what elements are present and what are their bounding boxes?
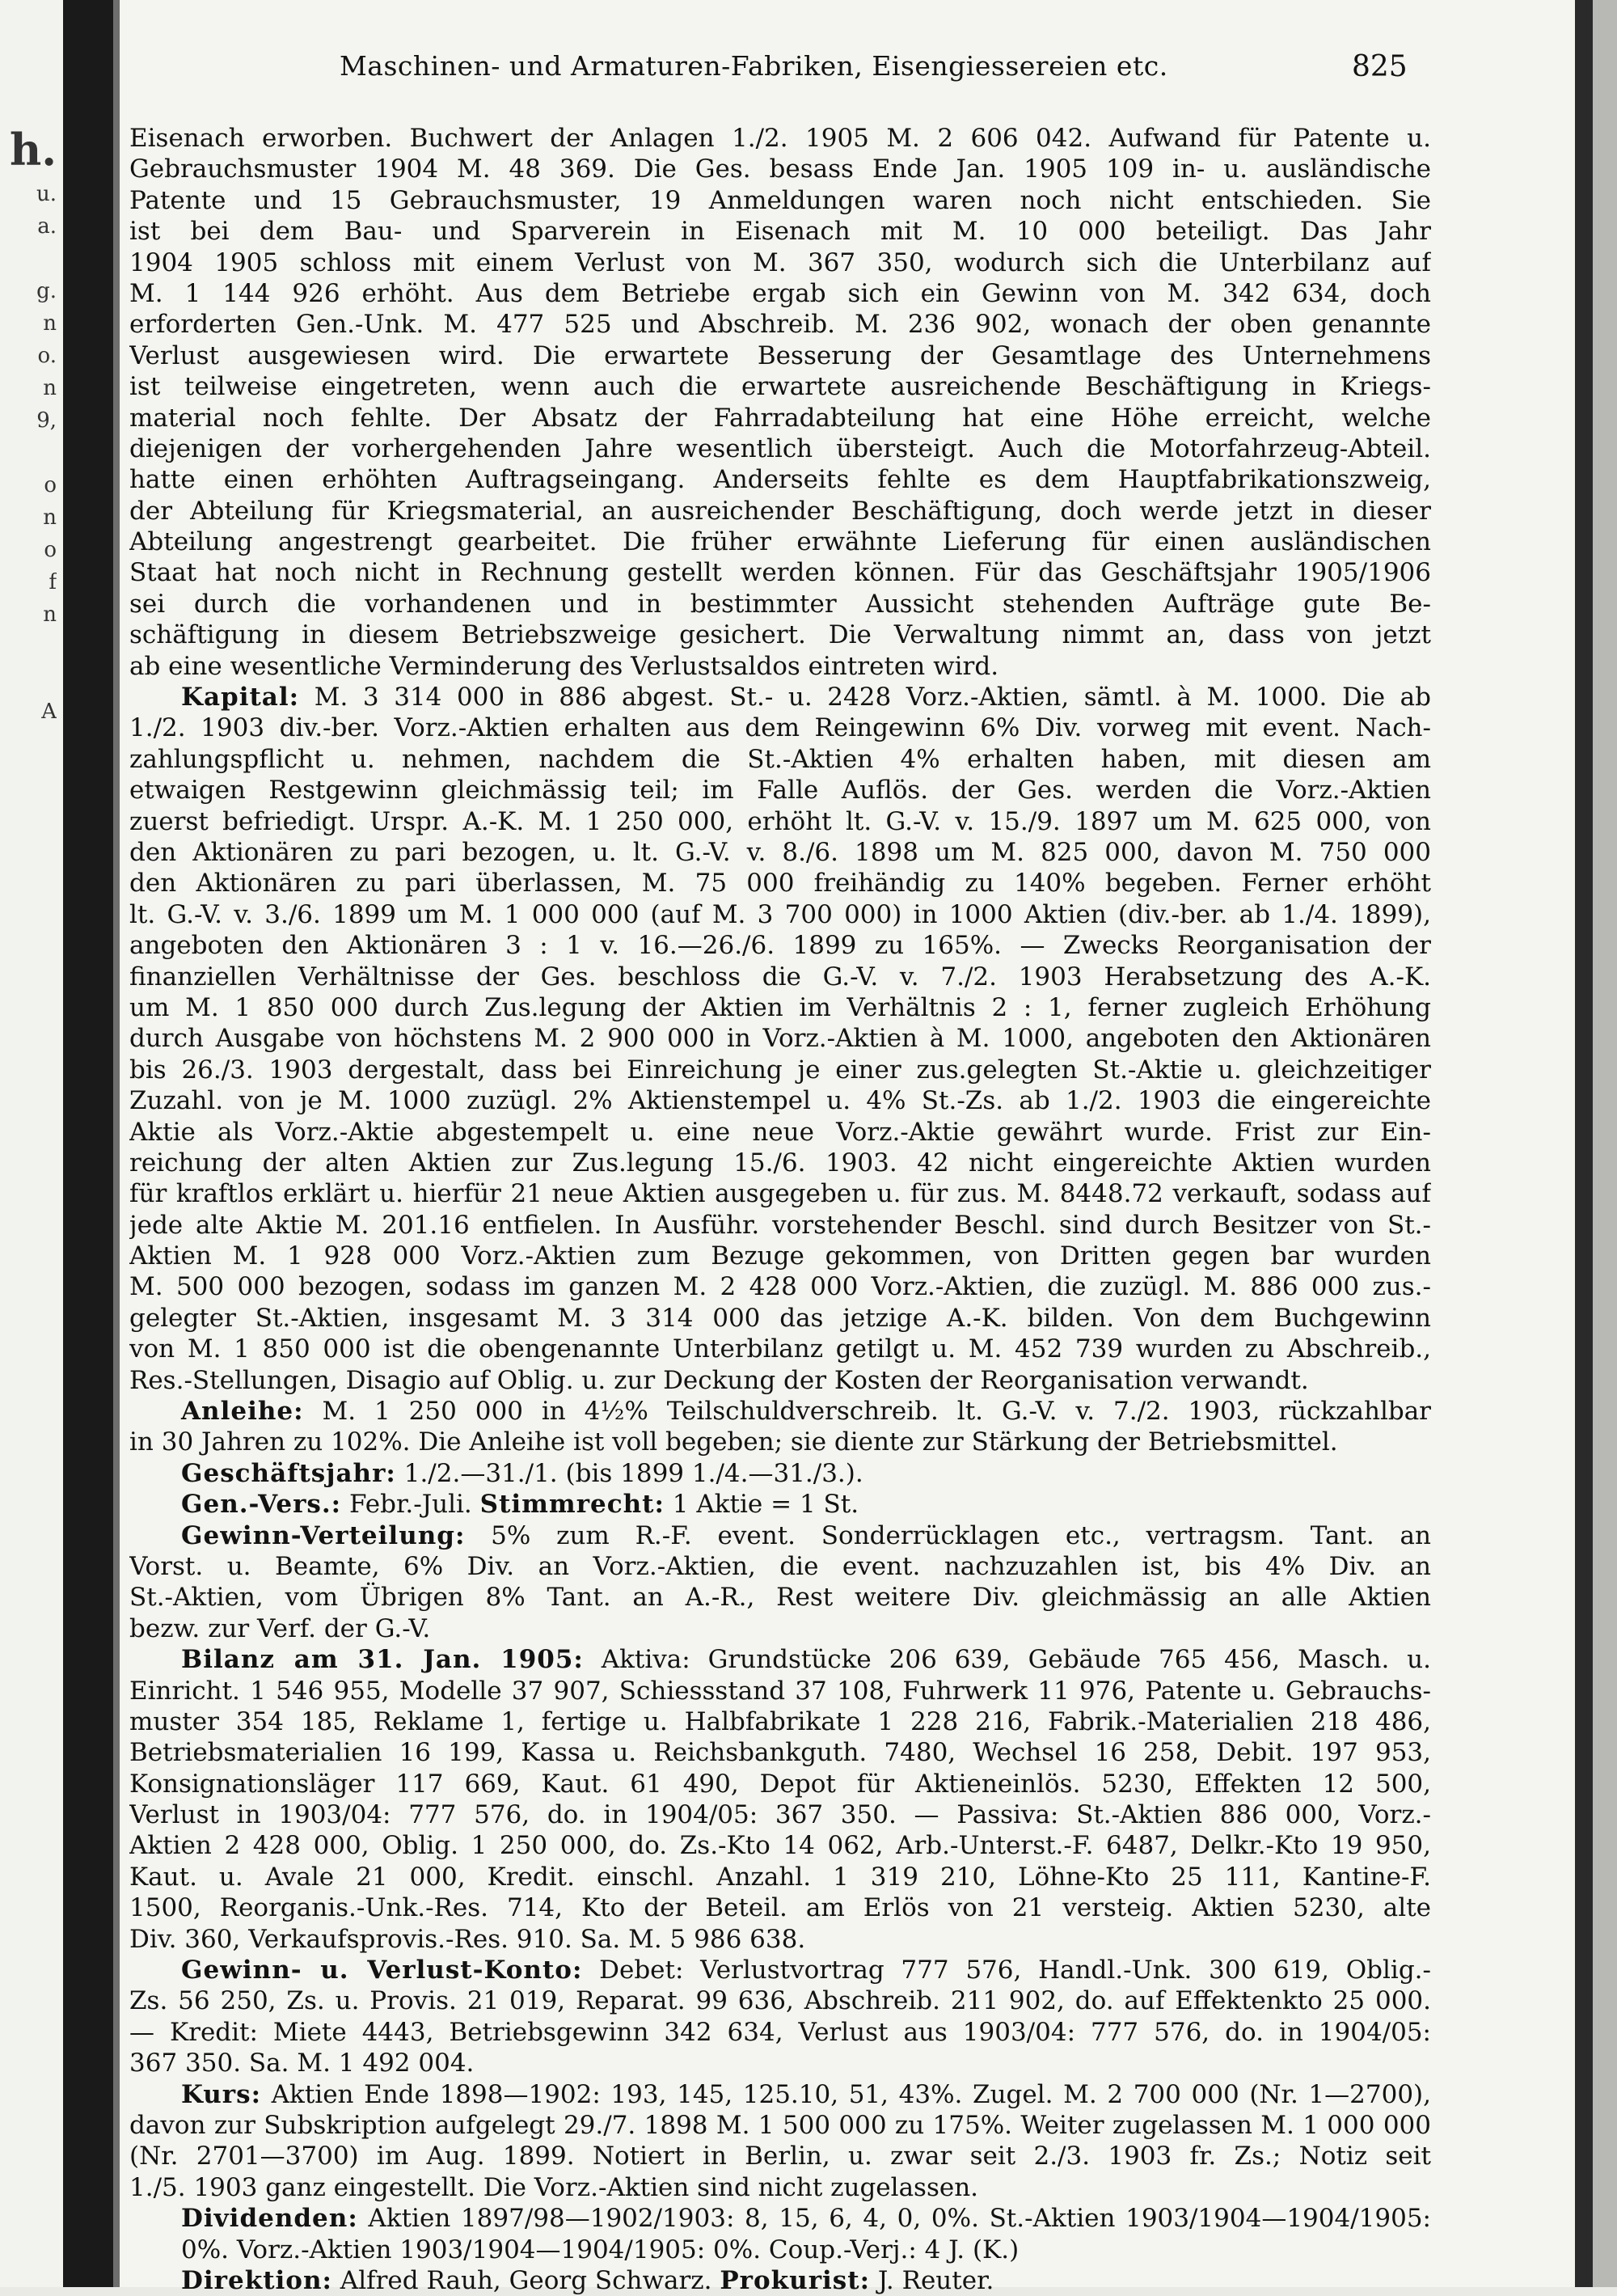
text-line [129,1892,1431,1923]
line-text: gelegter St.-Aktien, insgesamt M. 3 314 000 das jetzige A.-K. bilden. Von dem Buchgewinn [129,1303,1431,1333]
line-text: Gebrauchsmuster 1904 M. 48 369. Die Ges. besass Ende Jan. 1905 109 in- u. ausländische [129,154,1431,184]
text-line [129,1210,1431,1241]
text-line [129,2235,1431,2265]
text-line [129,1303,1431,1334]
line-text: 1./2. 1903 div.-ber. Vorz.-Aktien erhalten aus dem Reingewinn 6% Div. vorweg mit event. Nach- [129,713,1431,743]
line-text: jede alte Aktie M. 201.16 entfielen. In Ausführ. vorstehender Beschl. sind durch Besitzer von St.- [129,1210,1431,1240]
line-text: 1904 1905 schloss mit einem Verlust von M. 367 350, wodurch sich die Unterbilanz auf [129,247,1431,277]
line-text: davon zur Subskription aufgelegt 29./7. 1898 M. 1 500 000 zu 175%. Weiter zugelassen M. 1 000 000 [129,2111,1431,2140]
text-line [129,1676,1431,1706]
text-line [129,899,1431,930]
text-line [129,1706,1431,1737]
line-text: angeboten den Aktionären 3 : 1 v. 16.—26./6. 1899 zu 165%. — Zwecks Reorganisation der [129,931,1431,961]
line-text: Aktiva: Grundstücke 206 639, Gebäude 765 456, Masch. u. [583,1645,1431,1675]
line-text: material noch fehlte. Der Absatz der Fahrradabteilung hat eine Höhe erreicht, welche [129,403,1431,433]
margin-fragment [0,243,57,275]
line-text: 5% zum R.-F. event. Sonderrücklagen etc., vertragsm. Tant. an [465,1520,1431,1550]
line-text: Aktien M. 1 928 000 Vorz.-Aktien zum Bezuge gekommen, von Dritten gegen bar wurden [129,1241,1431,1271]
previous-page-margin [0,0,63,2287]
line-text: lt. G.-V. v. 3./6. 1899 um M. 1 000 000 (auf M. 3 700 000) in 1000 Aktien (div.-ber. ab 1./4. 1899), [129,899,1431,929]
text-line [129,403,1431,433]
margin-fragment: a. [37,214,57,239]
line-text: sei durch die vorhandenen und in bestimmter Aussicht stehenden Aufträge gute Be- [129,589,1431,619]
line-text: um M. 1 850 000 durch Zus.legung der Aktien im Verhältnis 2 : 1, ferner zugleich Erhöhung [129,992,1431,1022]
text-line [129,619,1431,650]
line-text: etwaigen Restgewinn gleichmässig teil; im Falle Auflös. der Ges. werden die Vorz.-Aktien [129,776,1431,806]
margin-fragment: u. [36,182,57,206]
text-line [129,712,1431,743]
line-text: diejenigen der vorhergehenden Jahre wesentlich übersteigt. Auch die Motorfahrzeug-Abteil. [129,433,1431,463]
line-text: Aktien Ende 1898—1902: 193, 145, 125.10, 51, 43%. Zugel. M. 2 700 000 (Nr. 1—2700), [261,2079,1431,2109]
page-edge-dark [1575,0,1593,2287]
text-line [129,1924,1431,1955]
text-line [129,154,1431,184]
line-text: erforderten Gen.-Unk. M. 477 525 und Abschreib. M. 236 902, wonach der oben genannte [129,310,1431,340]
line-text: von M. 1 850 000 ist die obengenannte Unterbilanz getilgt u. M. 452 739 wurden zu Abschreib., [129,1334,1431,1364]
line-text: 1./2.—31./1. (bis 1899 1./4.—31./3.). [395,1458,863,1488]
line-text: für kraftlos erklärt u. hierfür 21 neue Aktien ausgegeben u. für zus. M. 8448.72 verkauft, sodass auf [129,1179,1431,1209]
line-text: ist teilweise eingetreten, wenn auch die erwartete ausreichende Beschäftigung in Kriegs- [129,372,1431,402]
margin-fragment [0,631,57,663]
spine-edge [113,0,120,2287]
text-line [129,340,1431,371]
line-text: reichung der alten Aktien zur Zus.legung 15./6. 1903. 42 nicht eingereichte Aktien wurden [129,1148,1431,1178]
line-text: Aktie als Vorz.-Aktie abgestempelt u. eine neue Vorz.-Aktie gewährt wurde. Frist zur Ein- [129,1117,1431,1147]
margin-fragment: n [43,603,57,627]
line-text: ab eine wesentliche Verminderung des Verlustsaldos eintreten wird. [129,651,999,681]
margin-fragment: h. [9,124,57,175]
text-line [129,589,1431,619]
text-line [129,371,1431,402]
line-text: Debet: Verlustvortrag 777 576, Handl.-Unk. 300 619, Oblig.- [582,1956,1431,1985]
line-text: 1./5. 1903 ganz eingestellt. Die Vorz.-Aktien sind nicht zugelassen. [129,2172,979,2202]
text-line [129,1396,1431,1427]
text-line [129,1023,1431,1054]
text-line [129,278,1431,309]
line-text: der Abteilung für Kriegsmaterial, an ausreichender Beschäftigung, doch werde jetzt in dieser [129,496,1431,526]
text-line [129,930,1431,961]
text-line [129,496,1431,526]
line-text: bezw. zur Verf. der G.-V. [129,1613,431,1643]
line-text: muster 354 185, Reklame 1, fertige u. Halbfabrikate 1 228 216, Fabrik.-Materialien 218 486, [129,1706,1431,1736]
line-text: Kaut. u. Avale 21 000, Kredit. einschl. Anzahl. 1 319 210, Löhne-Kto 25 111, Kantine-F. [129,1862,1431,1892]
line-text: 367 350. Sa. M. 1 492 004. [129,2049,475,2078]
text-line [129,1582,1431,1613]
line-text: Patente und 15 Gebrauchsmuster, 19 Anmeldungen waren noch nicht entschieden. Sie [129,185,1431,215]
line-text: in 30 Jahren zu 102%. Die Anleihe ist voll begeben; sie diente zur Stärkung der Betriebsmittel. [129,1427,1338,1457]
section-label: Gen.-Vers.: [181,1490,342,1520]
line-text: Verlust in 1903/04: 777 576, do. in 1904/05: 367 350. — Passiva: St.-Aktien 886 000, Vorz.- [129,1800,1431,1830]
line-text: — Kredit: Miete 4443, Betriebsgewinn 342 634, Verlust aus 1903/04: 777 576, do. in 1904/05: [129,2017,1431,2047]
line-text: Alfred Rauh, Georg Schwarz. [331,2265,720,2295]
line-text: Einricht. 1 546 955, Modelle 37 907, Schiessstand 37 108, Fuhrwerk 11 976, Patente u. Gebrauchs- [129,1676,1431,1706]
line-text: (Nr. 2701—3700) im Aug. 1899. Notiert in Berlin, u. zwar seit 2./3. 1903 fr. Zs.; Notiz seit [129,2142,1431,2171]
text-line [129,1769,1431,1799]
line-text: Res.-Stellungen, Disagio auf Oblig. u. zur Deckung der Kosten der Reorganisation verwandt. [129,1365,1309,1395]
text-line [129,557,1431,588]
line-text: durch Ausgabe von höchstens M. 2 900 000 in Vorz.-Aktien à M. 1000, angeboten den Aktionären [129,1024,1431,1054]
text-line [129,1613,1431,1644]
text-line [129,1799,1431,1830]
line-text: 0%. Vorz.-Aktien 1903/1904—1904/1905: 0%. Coup.-Verj.: 4 J. (K.) [181,2235,1020,2264]
line-text: M. 1 250 000 in 4½% Teilschuldverschreib. lt. G.-V. v. 7./2. 1903, rückzahlbar [303,1397,1431,1427]
section-label: Prokurist: [720,2265,871,2295]
line-text: Aktien 2 428 000, Oblig. 1 250 000, do. Zs.-Kto 14 062, Arb.-Unterst.-F. 6487, Delkr.-Kto 19 950, [129,1831,1431,1861]
margin-fragment: n [43,376,57,400]
text-line [129,775,1431,806]
line-text: Verlust ausgewiesen wird. Die erwartete Besserung der Gesamtlage des Unternehmens [129,340,1431,370]
text-line [129,651,1431,682]
text-line [129,309,1431,340]
running-header: Maschinen- und Armaturen-Fabriken, Eisengiessereien etc. [340,50,1168,82]
margin-fragment [0,760,57,793]
text-line [129,1489,1431,1520]
line-text: 1 Aktie = 1 St. [664,1490,859,1520]
text-line [129,1148,1431,1178]
text-line [129,1737,1431,1768]
text-line [129,433,1431,464]
margin-fragment [0,663,57,696]
line-text: Betriebsmaterialien 16 199, Kassa u. Reichsbankguth. 7480, Wechsel 16 258, Debit. 197 953, [129,1738,1431,1768]
line-text: hatte einen erhöhten Auftragseingang. Anderseits fehlte es dem Hauptfabrikationszweig, [129,465,1431,495]
line-text: St.-Aktien, vom Übrigen 8% Tant. an A.-R., Rest weitere Div. gleichmässig an alle Aktien [129,1583,1431,1613]
text-line [129,806,1431,837]
text-line [129,1458,1431,1489]
text-line [129,1117,1431,1148]
text-line [129,837,1431,868]
text-line [129,1365,1431,1396]
text-line [129,2048,1431,2078]
text-line [129,464,1431,495]
section-label: Bilanz am 31. Jan. 1905: [181,1645,584,1675]
text-line [129,2017,1431,2048]
text-line [129,682,1431,712]
margin-fragment: n [43,505,57,530]
margin-fragment: g. [36,279,57,303]
text-line [129,1427,1431,1457]
line-text: den Aktionären zu pari überlassen, M. 75 000 freihändig zu 140% begeben. Ferner erhöht [129,869,1431,899]
line-text: M. 1 144 926 erhöht. Aus dem Betriebe ergab sich ein Gewinn von M. 342 634, doch [129,278,1431,308]
text-line [129,2141,1431,2171]
book-spine [63,0,113,2287]
line-text: Abteilung angestrengt gearbeitet. Die früher erwähnte Lieferung für einen ausländischen [129,527,1431,557]
text-line [129,1551,1431,1582]
line-text: M. 3 314 000 in 886 abgest. St.- u. 2428 Vorz.-Aktien, sämtl. à M. 1000. Die ab [299,683,1431,712]
line-text: Div. 360, Verkaufsprovis.-Res. 910. Sa. M. 5 986 638. [129,1924,806,1954]
line-text: M. 500 000 bezogen, sodass im ganzen M. 2 428 000 Vorz.-Aktien, die zuzügl. M. 886 000 zus.- [129,1272,1431,1302]
line-text: zahlungspflicht u. nehmen, nachdem die St.-Aktien 4% erhalten haben, mit diesen am [129,744,1431,774]
page-edge-light [1593,0,1617,2287]
text-line [129,962,1431,992]
section-label: Anleihe: [181,1397,304,1427]
line-text: 1500, Reorganis.-Unk.-Res. 714, Kto der Beteil. am Erlös von 21 versteig. Aktien 5230, alte [129,1893,1431,1923]
line-text: Konsignationsläger 117 669, Kaut. 61 490, Depot für Aktieneinlös. 5230, Effekten 12 500, [129,1769,1431,1799]
text-line [129,2265,1431,2296]
text-line [129,2172,1431,2203]
margin-fragment: f [49,570,57,594]
section-label: Kapital: [181,683,300,712]
text-line [129,1830,1431,1861]
line-text: Aktien 1897/98—1902/1903: 8, 15, 6, 4, 0, 0%. St.-Aktien 1903/1904—1904/1905: [357,2204,1431,2234]
text-line [129,992,1431,1023]
section-label: Geschäftsjahr: [181,1458,396,1488]
text-line [129,1862,1431,1892]
text-line [129,526,1431,557]
section-label: Gewinn- u. Verlust-Konto: [181,1956,583,1985]
margin-fragment: o [44,538,57,562]
line-text: bis 26./3. 1903 dergestalt, dass bei Einreichung je einer zus.gelegten St.-Aktie u. gleichzeitiger [129,1055,1431,1085]
previous-page-fragments [0,121,57,793]
page-number: 825 [1352,50,1408,83]
text-line [129,1241,1431,1271]
text-line [129,1334,1431,1364]
text-line [129,2203,1431,2234]
line-text: den Aktionären zu pari bezogen, u. lt. G.-V. v. 8./6. 1898 um M. 825 000, davon M. 750 000 [129,837,1431,867]
section-label: Kurs: [181,2079,262,2109]
text-line [129,185,1431,216]
text-line [129,1955,1431,1985]
margin-fragment: 9, [36,408,57,433]
section-label: Direktion: [181,2265,332,2295]
text-line [129,2110,1431,2141]
text-line [129,1985,1431,2016]
text-line [129,2079,1431,2110]
margin-fragment [0,437,57,469]
line-text: ist bei dem Bau- und Sparverein in Eisenach mit M. 10 000 beteiligt. Das Jahr [129,217,1431,247]
text-line [129,1085,1431,1116]
text-line [129,216,1431,247]
text-line [129,1178,1431,1209]
margin-fragment: o [44,473,57,497]
text-line [129,1055,1431,1085]
line-text: Febr.-Juli. [341,1490,480,1520]
text-line [129,123,1431,154]
line-text: J. Reuter. [870,2265,994,2295]
line-text: Staat hat noch nicht in Rechnung gestellt werden können. Für das Geschäftsjahr 1905/1906 [129,558,1431,588]
body-text [129,123,1431,2296]
text-line [129,744,1431,775]
text-line [129,1271,1431,1302]
margin-fragment [0,728,57,760]
line-text: Zuzahl. von je M. 1000 zuzügl. 2% Aktienstempel u. 4% St.-Zs. ab 1./2. 1903 die eingereichte [129,1086,1431,1116]
line-text: Vorst. u. Beamte, 6% Div. an Vorz.-Aktien, die event. nachzuzahlen ist, bis 4% Div. an [129,1551,1431,1581]
section-label: Stimmrecht: [479,1490,665,1520]
line-text: finanziellen Verhältnisse der Ges. beschloss die G.-V. v. 7./2. 1903 Herabsetzung des A.-K. [129,962,1431,992]
section-label: Gewinn-Verteilung: [181,1520,466,1550]
text-line [129,1644,1431,1675]
line-text: zuerst befriedigt. Urspr. A.-K. M. 1 250 000, erhöht lt. G.-V. v. 15./9. 1897 um M. 625 000, von [129,806,1431,836]
margin-fragment: A [41,700,57,724]
line-text: schäftigung in diesem Betriebszweige gesichert. Die Verwaltung nimmt an, dass von jetzt [129,620,1431,650]
text-line [129,247,1431,278]
line-text: Eisenach erworben. Buchwert der Anlagen 1./2. 1905 M. 2 606 042. Aufwand für Patente u. [129,124,1431,153]
margin-fragment: n [43,311,57,336]
section-label: Dividenden: [181,2204,358,2234]
text-line [129,868,1431,899]
line-text: Zs. 56 250, Zs. u. Provis. 21 019, Reparat. 99 636, Abschreib. 211 902, do. auf Effektenkto 25 000. [129,1986,1431,2016]
text-line [129,1520,1431,1551]
margin-fragment: o. [37,344,57,368]
